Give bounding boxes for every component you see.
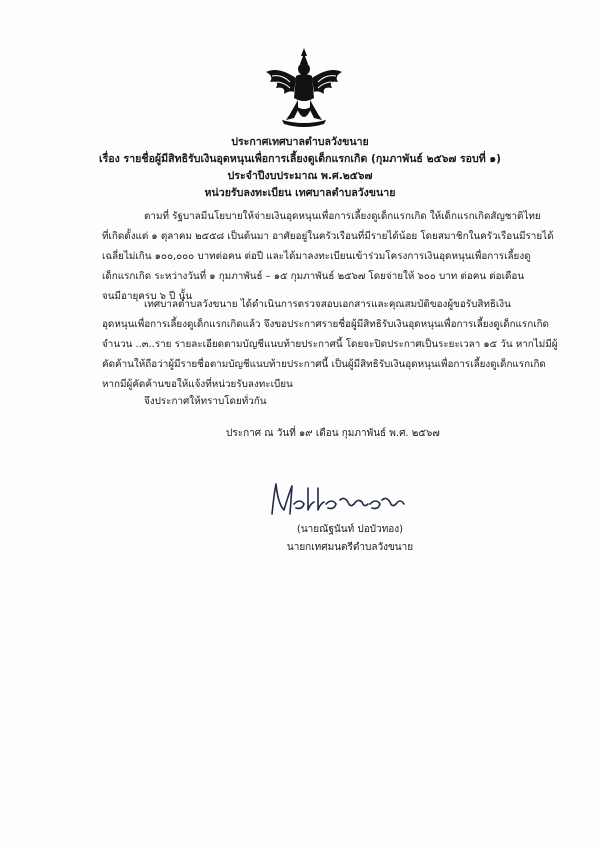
paragraph-line: ที่เกิดตั้งแต่ ๑ ตุลาคม ๒๕๕๘ เป็นต้นมา อาศัยอยู่ในครัวเรือนที่มีรายได้น้อย โดยสมาชิกในครัวเรือนมีรายได้ (102, 231, 554, 242)
paragraph-line: จนมีอายุครบ ๖ ปี นั้น (102, 291, 192, 302)
paragraph-line: คัดค้านให้ถือว่าผู้มีรายชื่อตามบัญชีแนบท้ายประกาศนี้ เป็นผู้มีสิทธิรับเงินอุดหนุนเพื่อการเลี้ยงดูเด็กแรกเกิด (102, 359, 546, 370)
paragraph-line: อุดหนุนเพื่อการเลี้ยงดูเด็กแรกเกิดแล้ว จึงขอประกาศรายชื่อผู้มีสิทธิรับเงินอุดหนุนเพื่อการเลี้ยงดูเด็กแรกเกิด (102, 319, 549, 330)
paragraph-line: เฉลี่ยไม่เกิน ๑๐๐,๐๐๐ บาทต่อคน ต่อปี และได้มาลงทะเบียนเข้าร่วมโครงการเงินอุดหนุนเพื่อการเลี้ยงดู (102, 251, 531, 262)
paragraph-line: จำนวน ..๓..ราย รายละเอียดตามบัญชีแนบท้ายประกาศนี้ โดยจะปิดประกาศเป็นระยะเวลา ๑๕ วัน หากไม่มีผู้ (102, 339, 558, 350)
handwritten-signature-icon (262, 474, 414, 524)
paragraph-line: จึงประกาศให้ทราบโดยทั่วกัน (144, 396, 267, 407)
paragraph-announcement (102, 295, 558, 395)
notice-org-title: ประกาศเทศบาลตำบลวังขนาย (231, 136, 369, 148)
paragraph-closing (102, 392, 522, 412)
registration-unit: หน่วยรับลงทะเบียน เทศบาลตำบลวังขนาย (204, 187, 396, 199)
paragraph-line: หากมีผู้คัดค้านขอให้แจ้งที่หน่วยรับลงทะเบียน (102, 379, 293, 390)
paragraph-line: เด็กแรกเกิด ระหว่างวันที่ ๑ กุมภาพันธ์ – ๑๕ กุมภาพันธ์ ๒๕๖๗ โดยจ่ายให้ ๖๐๐ บาท ต่อคน ต่อเดือน (102, 271, 525, 282)
garuda-emblem-icon (260, 46, 348, 128)
paragraph-line: เทศบาลตำบลวังขนาย ได้ดำเนินการตรวจสอบเอกสารและคุณสมบัติของผู้ขอรับสิทธิเงิน (144, 299, 511, 310)
signer-title: นายกเทศมนตรีตำบลวังขนาย (286, 542, 414, 553)
announcement-date: ประกาศ ณ วันที่ ๑๙ เดือน กุมภาพันธ์ พ.ศ. ๒๕๖๗ (226, 428, 440, 439)
paragraph-policy (102, 207, 554, 307)
notice-subject: เรื่อง รายชื่อผู้มีสิทธิรับเงินอุดหนุนเพื่อการเลี้ยงดูเด็กแรกเกิด (กุมภาพันธ์ ๒๕๖๗ รอบที่ ๑) (99, 153, 501, 165)
fiscal-year: ประจำปีงบประมาณ พ.ศ.๒๕๖๗ (227, 170, 373, 182)
signer-name: (นายณัฐนันท์ ปอบัวทอง) (296, 524, 404, 535)
paragraph-line: ตามที่ รัฐบาลมีนโยบายให้จ่ายเงินอุดหนุนเพื่อการเลี้ยงดูเด็กแรกเกิด ให้เด็กแรกเกิดสัญชาติไทย (144, 211, 541, 222)
